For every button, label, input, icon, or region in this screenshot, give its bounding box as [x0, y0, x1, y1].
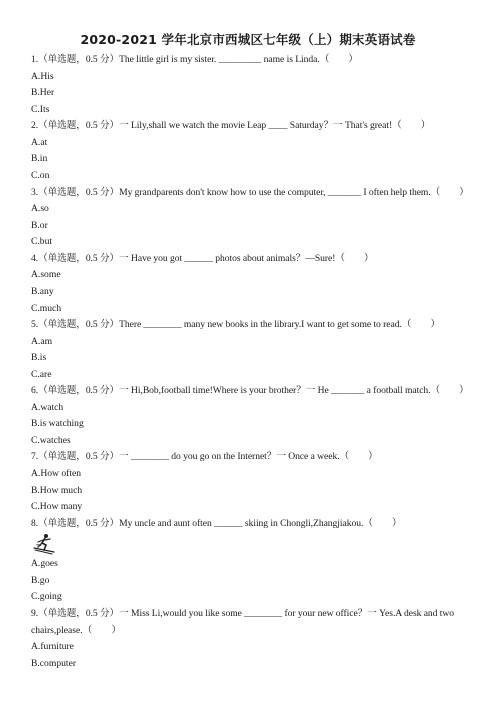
question-2-stem: 2.（单选题，0.5 分）一 Lily,shall we watch the movie Leap ____ Saturday？一 That's great!（ ）	[31, 120, 431, 131]
question-6-option-b: B.is watching	[31, 418, 84, 429]
question-4-option-c: C.much	[31, 303, 62, 314]
question-9-option-a: A.furniture	[31, 641, 74, 652]
question-1-stem: 1.（单选题，0.5 分）The little girl is my sister. _________ name is Linda.（ ）	[31, 54, 358, 65]
question-3-option-a: A.so	[31, 203, 49, 214]
question-4-option-b: B.any	[31, 286, 54, 297]
question-4-option-a: A.some	[31, 269, 61, 280]
question-3-option-b: B.or	[31, 220, 48, 231]
question-8-stem: 8.（单选题，0.5 分）My uncle and aunt often ______ skiing in Chongli,Zhangjiakou.（ ）	[31, 518, 402, 529]
question-8-option-b: B.go	[31, 575, 50, 586]
question-1-option-b: B.Her	[31, 87, 55, 98]
question-7-option-c: C.How many	[31, 501, 83, 512]
question-9-stem-continued: chairs,please.（ ）	[31, 625, 122, 636]
question-5-option-a: A.am	[31, 336, 53, 347]
question-9-stem: 9.（单选题，0.5 分）一 Miss Li,would you like some ________ for your new office？一 Yes.A desk and two	[31, 608, 455, 619]
question-2-option-c: C.on	[31, 170, 50, 181]
question-2-option-b: B.in	[31, 153, 48, 164]
exam-title: 2020-2021 学年北京市西城区七年级（上）期末英语试卷	[80, 32, 416, 47]
question-1-option-c: C.Its	[31, 104, 50, 115]
question-7-option-a: A.How often	[31, 468, 82, 479]
question-3-stem: 3.（单选题，0.5 分）My grandparents don't know how to use the computer, _______ I often help them.（ ）	[31, 187, 469, 198]
skier-icon	[32, 533, 56, 555]
question-7-stem: 7.（单选题，0.5 分）一 ________ do you go on the Internet？一 Once a week.（ ）	[31, 451, 378, 462]
question-9-option-b: B.computer	[31, 658, 77, 669]
question-1-option-a: A.His	[31, 71, 54, 82]
question-5-option-c: C.are	[31, 369, 52, 380]
question-8-option-c: C.going	[31, 591, 62, 602]
question-6-stem: 6.（单选题，0.5 分）一 Hi,Bob,football time!Where is your brother？一 He _______ a football match.（ ）	[31, 385, 469, 396]
question-6-option-c: C.watches	[31, 435, 71, 446]
question-5-stem: 5.（单选题，0.5 分）There ________ many new books in the library.I want to get some to read.（ ）	[31, 319, 440, 330]
question-6-option-a: A.watch	[31, 402, 64, 413]
question-8-option-a: A.goes	[31, 558, 58, 569]
question-2-option-a: A.at	[31, 137, 48, 148]
question-4-stem: 4.（单选题，0.5 分）一 Have you got ______ photos about animals？—Sure!（ ）	[31, 253, 374, 264]
question-3-option-c: C.but	[31, 236, 53, 247]
question-5-option-b: B.is	[31, 352, 47, 363]
question-7-option-b: B.How much	[31, 485, 83, 496]
